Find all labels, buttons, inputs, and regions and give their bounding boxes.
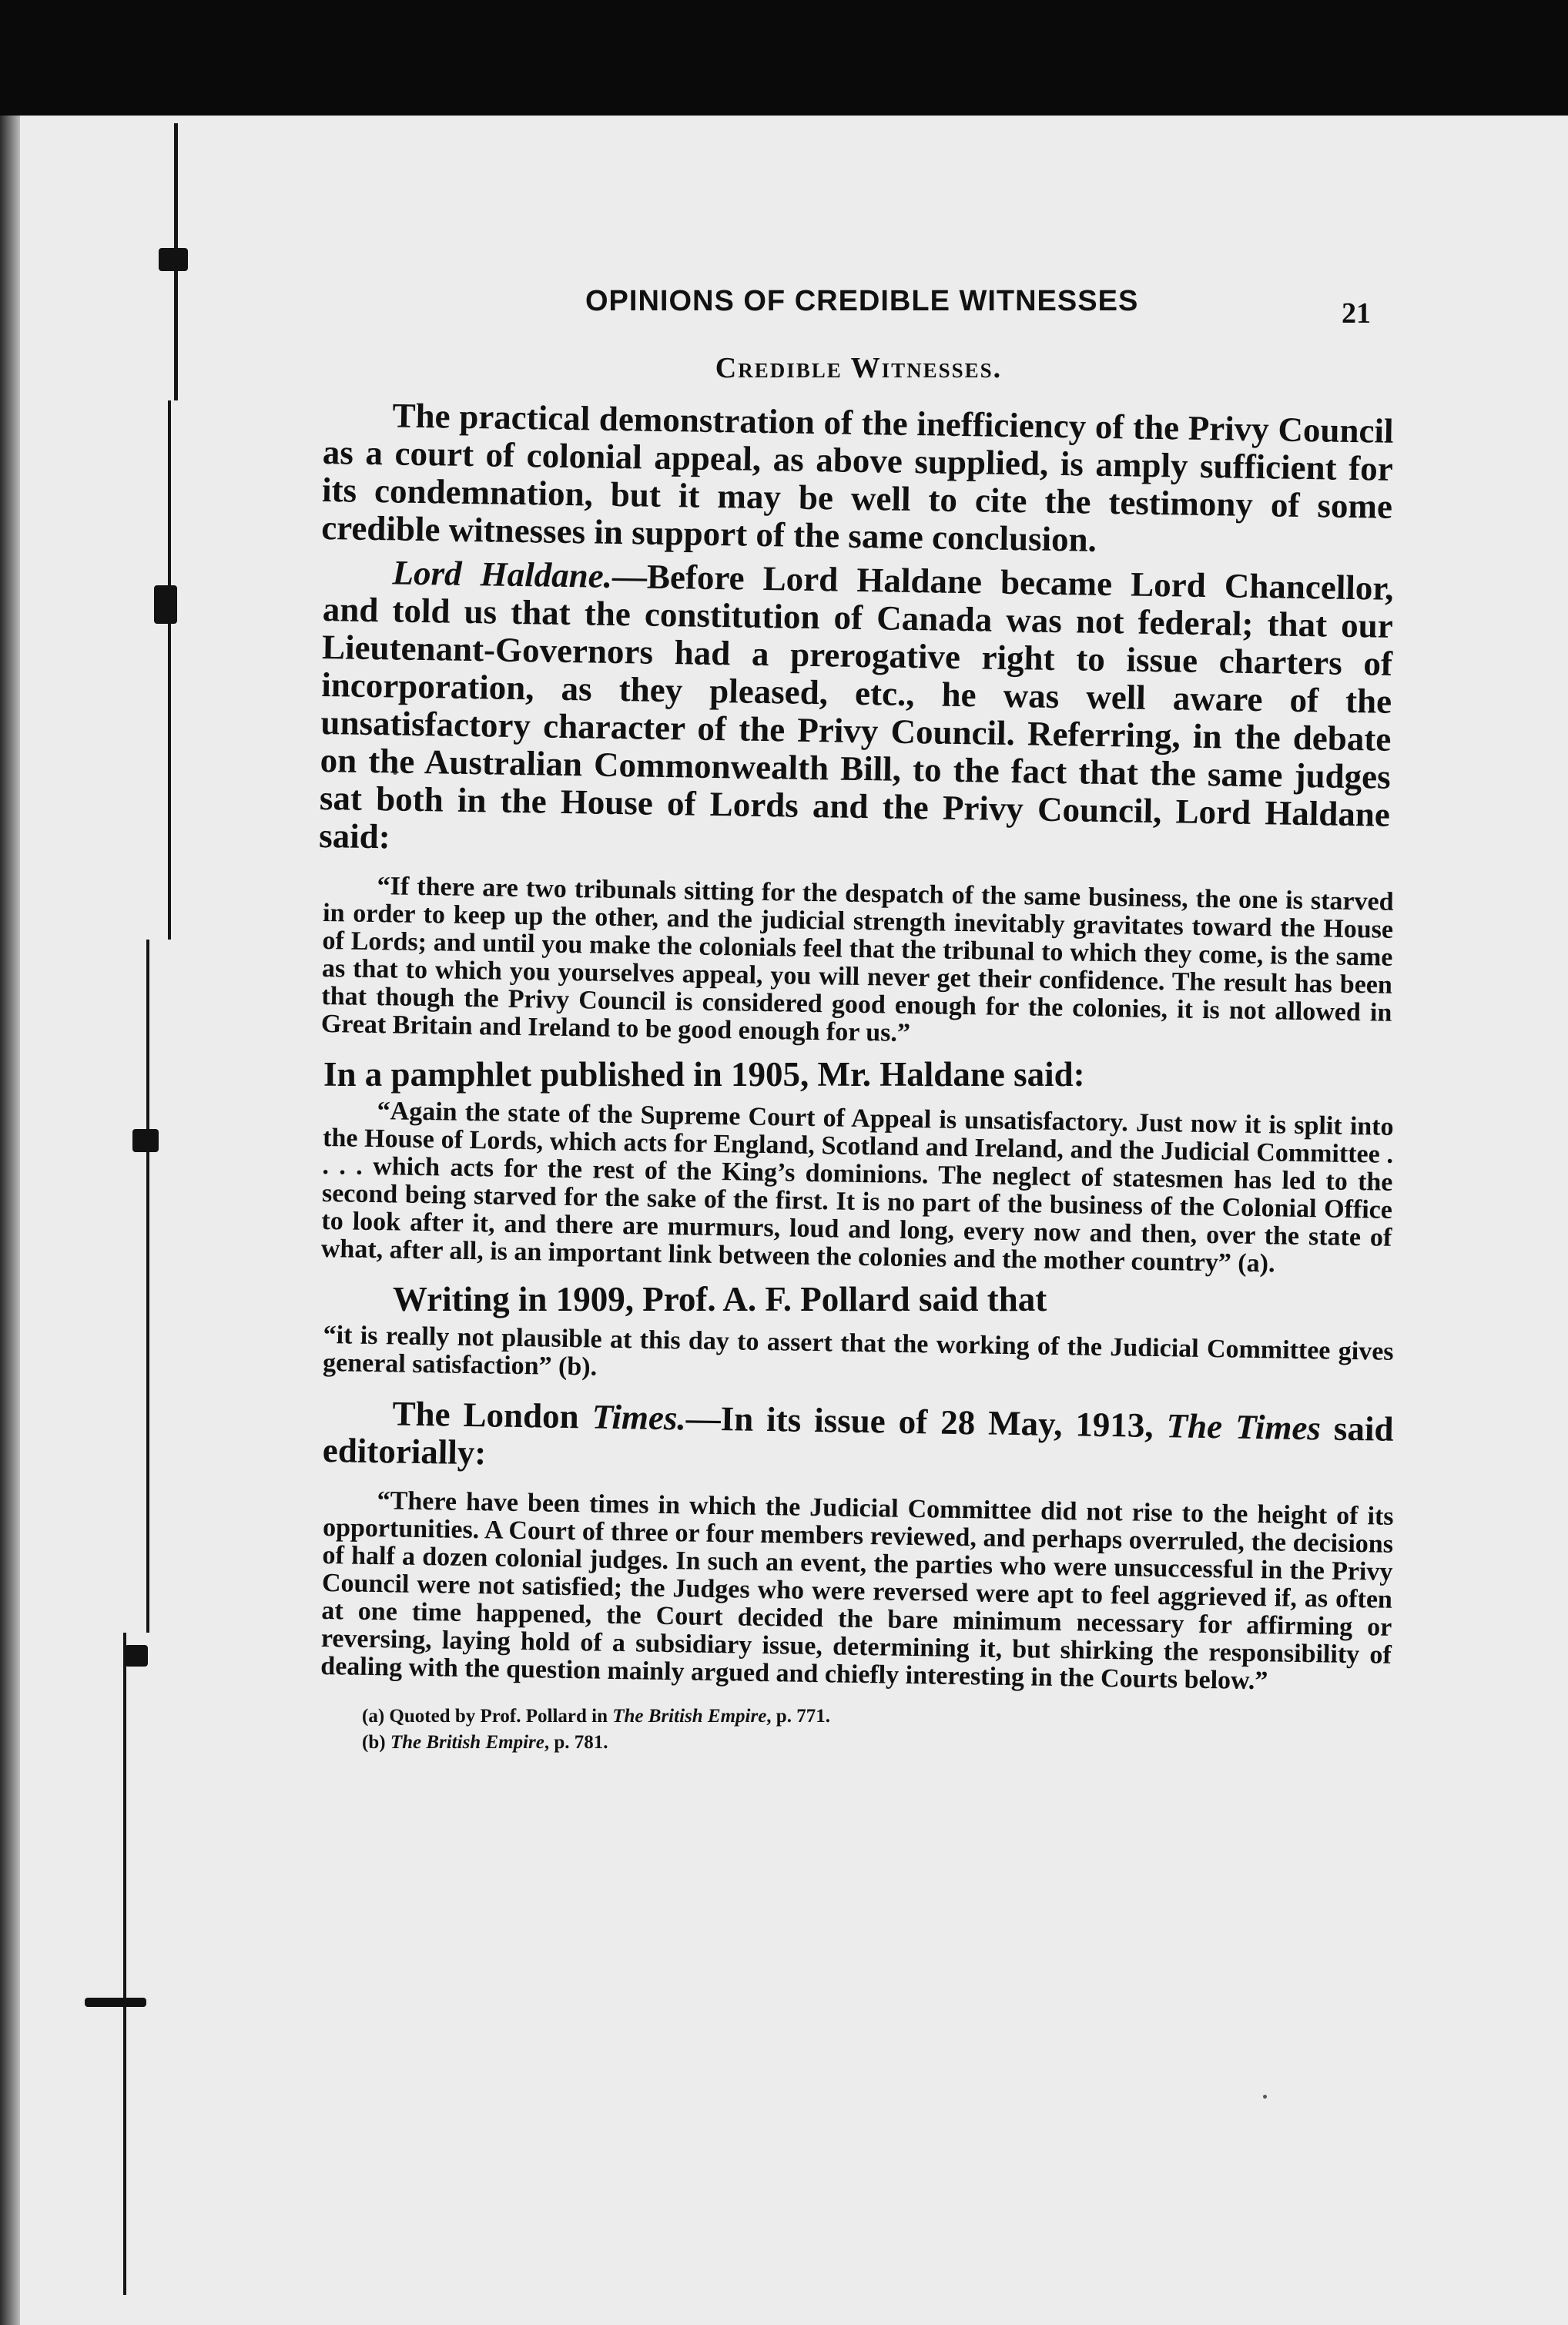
spine-line-segment [123,1633,126,2295]
spine-line-segment [146,940,149,1633]
paragraph-body: —Before Lord Haldane became Lord Chancellor, and told us that the constitution of Canada was not federal; that our Lieutenant-Governors had a prerogative right to issue charters of incorporation, as they pleased, etc., he was well aware of the unsatisfactory character of the Privy Council. Referring, in the debate on the Australian Commonwealth Bill, to the fact that the same judges sat both in the House of Lords and the Privy Council, Lord Haldane said: [318,556,1394,856]
footnote-label: (b) [362,1732,386,1753]
binding-tab [159,248,188,271]
scan-border-top [0,0,1568,123]
quotation-haldane-speech: “If there are two tribunals sitting for the despatch of the same business, the one is starved in order to keep up the other, and the judicial strength inevitably gravitates toward the House of Lords; and until you make the colonials feel that the tribunal to which they come, is the same as that to which you yourselves appeal, you will never get their confidence. The result has been that though the Privy Council is considered good enough for the colonies, it is not allowed in Great Britain and Ireland to be good enough for us.” [320,872,1394,1047]
paragraph-pollard: Writing in 1909, Prof. A. F. Pollard said that [393,1280,1047,1318]
paragraph-body: —In its issue of 28 May, 1913, [685,1399,1168,1446]
binding-tab [132,1129,159,1152]
paragraph-london-times [322,1394,1393,1486]
paragraph-introduction: The practical demonstration of the inefficiency of the Privy Council as a court of colonial appeal, as above supplied, is amply sufficient for its condemnation, but it may be well to cite the testimony of some credible witnesses in support of the same conclusion. [320,396,1394,559]
running-title: OPINIONS OF CREDIBLE WITNESSES [585,285,1139,317]
page-content [318,262,1394,1756]
footnote-a: (a) Quoted by Prof. Pollard in The British Empire, p. 771. [362,1706,830,1727]
paragraph-lead-in: Lord Haldane. [392,553,613,595]
binding-tab [125,1645,148,1667]
footnote-label: (a) [362,1706,385,1727]
section-title: Credible Witnesses. [715,352,1003,384]
paragraph-pamphlet: In a pamphlet published in 1905, Mr. Haldane said: [323,1055,1085,1094]
cited-work-title: The British Empire [612,1706,767,1727]
binding-shadow [0,116,20,2325]
newspaper-title: Times. [591,1397,687,1438]
binding-tab [85,1998,146,2007]
footnotes [323,1704,1394,1756]
binding-tab [154,585,177,624]
cited-work-title: The British Empire [390,1732,544,1753]
paper-speck [1263,2095,1267,2099]
page-number: 21 [1342,297,1371,330]
paragraph-body: said editorially: [322,1409,1394,1472]
paragraph-lead-in: The London [392,1394,593,1436]
quotation-pollard: “it is really not plausible at this day to assert that the working of the Judicial Committee gives general satisfaction” (b). [322,1321,1394,1382]
running-header [323,262,1394,330]
footnote-b: (b) The British Empire, p. 781. [362,1732,608,1753]
quotation-the-times: “There have been times in which the Judicial Committee did not rise to the height of its opportunities. A Court of three or four members reviewed, and perhaps overruled, the decisions of half a dozen colonial judges. In such an event, the parties who were unsuccessful in the Privy Council were not satisfied; the Judges who were reversed were apt to feel aggrieved if, as often at one time happened, the Court decided the bare minimum necessary for affirming or reversing, laying hold of a subsidiary issue, determining it, but shirking the responsibility of dealing with the question mainly argued and chiefly interesting in the Courts below.” [320,1486,1394,1696]
newspaper-title: The Times [1166,1406,1322,1448]
spine-line-segment [168,400,171,940]
paragraph-lord-haldane [319,553,1394,872]
quotation-haldane-pamphlet: “Again the state of the Supreme Court of Appeal is unsatisfactory. Just now it is split into the House of Lords, which acts for England, Scotland and Ireland, and the Judicial Committee . . . . which acts for the rest of the King’s dominions. The neglect of statesmen has led to the second being starved for the sake of the first. It is no part of the business of the Colonial Office to look after it, and there are murmurs, loud and long, every now and then, over the state of what, after all, is an important link between the colonies and the mother country” (a). [320,1097,1394,1278]
